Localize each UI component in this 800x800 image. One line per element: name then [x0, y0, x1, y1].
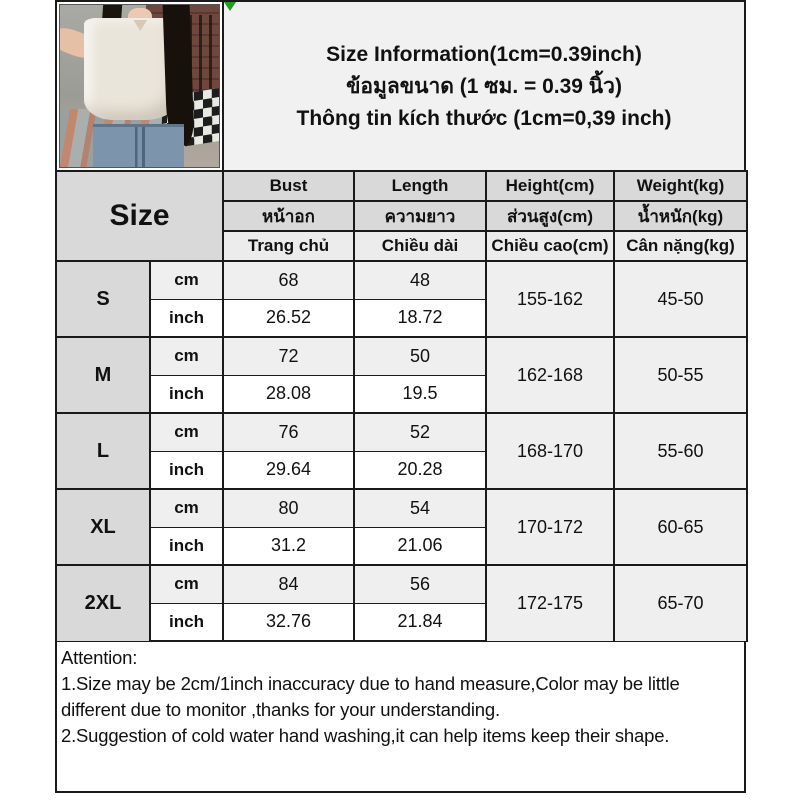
size-header-cell: Size: [56, 171, 223, 261]
unit-label: cm: [150, 413, 223, 451]
col-header-height-vi: Chiều cao(cm): [486, 231, 614, 261]
table-row: [56, 489, 747, 527]
unit-label: cm: [150, 337, 223, 375]
unit-label: inch: [150, 375, 223, 413]
cell-value: 21.06: [354, 527, 486, 565]
attention-note-2: 2.Suggestion of cold water hand washing,it can help items keep their shape.: [61, 725, 670, 746]
cell-value: 76: [223, 413, 354, 451]
cell-value: 68: [223, 261, 354, 299]
table-row: [56, 413, 747, 451]
size-table: [55, 170, 748, 642]
attention-box: [55, 642, 746, 793]
product-photo-cell: [57, 2, 224, 170]
cell-value: 54: [354, 489, 486, 527]
cell-value: 72: [223, 337, 354, 375]
col-header-bust-th: หน้าอก: [223, 201, 354, 231]
header-row-en: [56, 171, 747, 201]
cell-height-range: 155-162: [486, 261, 614, 337]
cell-value: 26.52: [223, 299, 354, 337]
cell-value: 29.64: [223, 451, 354, 489]
unit-label: inch: [150, 451, 223, 489]
product-photo: [59, 4, 220, 168]
cell-value: 28.08: [223, 375, 354, 413]
col-header-weight-th: น้ำหนัก(kg): [614, 201, 747, 231]
unit-label: cm: [150, 261, 223, 299]
cell-height-range: 172-175: [486, 565, 614, 641]
cell-value: 19.5: [354, 375, 486, 413]
green-corner-marker: [224, 2, 236, 11]
size-chart-panel: [55, 0, 746, 793]
size-label-s: S: [56, 261, 150, 337]
cell-value: 50: [354, 337, 486, 375]
cell-value: 31.2: [223, 527, 354, 565]
size-label-xl: XL: [56, 489, 150, 565]
cell-value: 32.76: [223, 603, 354, 641]
cell-value: 18.72: [354, 299, 486, 337]
unit-label: inch: [150, 299, 223, 337]
cell-value: 84: [223, 565, 354, 603]
title-thai: ข้อมูลขนาด (1 ซม. = 0.39 นิ้ว): [346, 74, 622, 98]
cell-weight-range: 65-70: [614, 565, 747, 641]
cell-height-range: 168-170: [486, 413, 614, 489]
cell-height-range: 170-172: [486, 489, 614, 565]
col-header-weight-en: Weight(kg): [614, 171, 747, 201]
title-block: [224, 2, 744, 170]
attention-note-1: 1.Size may be 2cm/1inch inaccuracy due to hand measure,Color may be little different due to monitor ,thanks for your understanding.: [61, 673, 680, 720]
cell-value: 80: [223, 489, 354, 527]
cell-weight-range: 45-50: [614, 261, 747, 337]
cell-height-range: 162-168: [486, 337, 614, 413]
unit-label: inch: [150, 527, 223, 565]
unit-label: cm: [150, 565, 223, 603]
title-english: Size Information(1cm=0.39inch): [326, 42, 642, 66]
cell-value: 20.28: [354, 451, 486, 489]
unit-label: cm: [150, 489, 223, 527]
size-label-l: L: [56, 413, 150, 489]
size-label-m: M: [56, 337, 150, 413]
cell-value: 48: [354, 261, 486, 299]
col-header-length-th: ความยาว: [354, 201, 486, 231]
cell-weight-range: 60-65: [614, 489, 747, 565]
cell-value: 52: [354, 413, 486, 451]
col-header-height-th: ส่วนสูง(cm): [486, 201, 614, 231]
col-header-height-en: Height(cm): [486, 171, 614, 201]
col-header-length-vi: Chiều dài: [354, 231, 486, 261]
table-row: [56, 261, 747, 299]
title-vietnamese: Thông tin kích thước (1cm=0,39 inch): [296, 106, 672, 130]
cell-value: 56: [354, 565, 486, 603]
cell-value: 21.84: [354, 603, 486, 641]
size-label-2xl: 2XL: [56, 565, 150, 641]
header-block: [55, 0, 746, 170]
table-row: [56, 337, 747, 375]
col-header-length-en: Length: [354, 171, 486, 201]
photo-model-jeans: [93, 124, 184, 168]
table-row: [56, 565, 747, 603]
cell-weight-range: 55-60: [614, 413, 747, 489]
cell-weight-range: 50-55: [614, 337, 747, 413]
attention-heading: Attention:: [61, 647, 138, 668]
unit-label: inch: [150, 603, 223, 641]
col-header-weight-vi: Cân nặng(kg): [614, 231, 747, 261]
col-header-bust-vi: Trang chủ: [223, 231, 354, 261]
col-header-bust-en: Bust: [223, 171, 354, 201]
